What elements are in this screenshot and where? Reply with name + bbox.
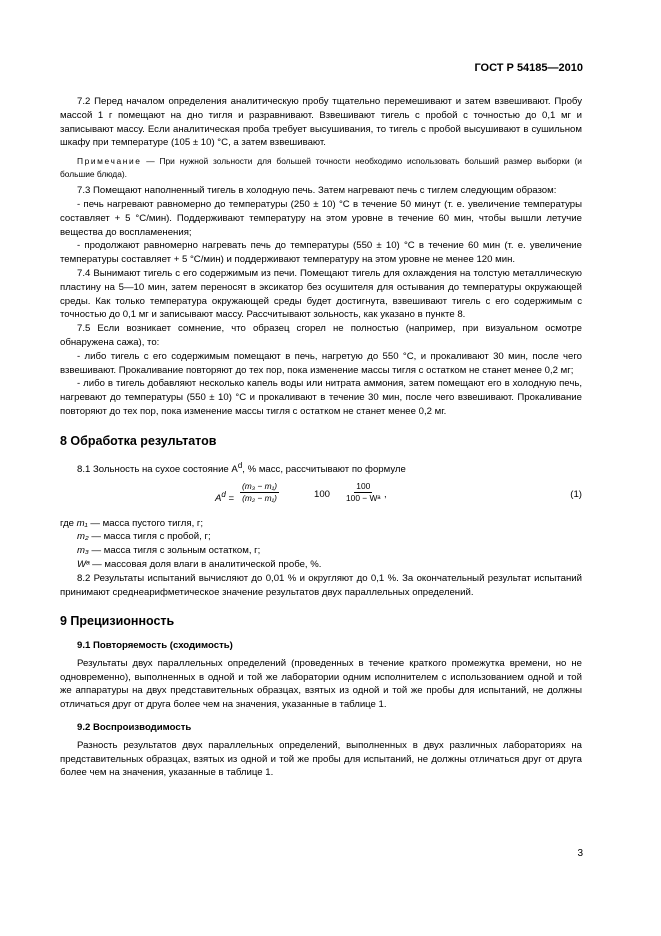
variable-m1 — [60, 517, 582, 531]
paragraph-7-2: 7.2 Перед началом определения аналитическую пробу тщательно перемешивают и затем взвешивают. Пробу массой 1 г помещают на дно тигля и разравнивают. Взвешивают тигель с пробой с точностью до 0,1 мг и записывают массу. Если аналитическая проба требует высушивания, то тигель с пробой высушивают в сушильном шкафу при температуре (105 ± 10) °С, а затем взвешивают. — [60, 96, 582, 149]
paragraph-7-5-item-a: - либо тигель с его содержимым помещают в печь, нагретую до 550 °С, и прокаливают 30 мин, после чего взвешивают. Прокаливание повторяют до тех пор, пока изменение массы тигля с остатком не станет менее 0,2 мг; — [60, 350, 582, 376]
note-label: Примечание — [77, 156, 142, 167]
formula-coefficient: 100 — [314, 488, 331, 500]
page-content — [60, 95, 582, 780]
paragraph-8-1-end: , % масс, рассчитывают по формуле — [242, 463, 406, 475]
variable-symbol: m₂ — [77, 531, 89, 543]
paragraph-7-4: 7.4 Вынимают тигель с его содержимым из печи. Помещают тигель для охлаждения на толстую металлическую пластину на 5—10 мин, затем переносят в эксикатор без осушителя для остывания до температуры окружающей среды. Как только температура окружающей среды будет достигнута, взвешивают тигель с его содержимым с точностью до 0,1 мг и записывают массу. Рассчитывают зольность, как указано в пункте 8. — [60, 267, 582, 321]
section-8-title: 8 Обработка результатов — [60, 433, 217, 448]
formula-fraction-masses — [240, 481, 279, 504]
formula-fraction-moisture — [344, 481, 383, 504]
variable-description: — масса тигля с пробой, г; — [88, 531, 211, 543]
variable-description: — массовая доля влаги в аналитической пробе, %. — [89, 558, 322, 570]
formula-comma: , — [384, 488, 387, 500]
paragraph-9-1: Результаты двух параллельных определений (проведенных в течение краткого промежутка времени, но не одновременно), выполненных в одной и той же лаборатории одним исполнителем с использованием одной и той же аппаратуры на двух представительных образцах, взятых из одной и той же пробы для испытаний, не должны отличаться друг от друга более чем на значения, указанные в таблице 1. — [60, 657, 582, 711]
page-number: 3 — [577, 848, 583, 859]
paragraph-8-2: 8.2 Результаты испытаний вычисляют до 0,01 % и округляют до 0,1 %. За окончательный результат испытаний принимают среднеарифметическое значение результатов двух параллельных определений. — [60, 572, 582, 598]
variables-prefix: где — [60, 517, 77, 529]
formula-fraction-2-numerator: 100 — [356, 480, 371, 491]
paragraph-8-1 — [60, 459, 582, 477]
note — [60, 155, 582, 180]
formula-lhs — [215, 488, 234, 506]
variable-symbol: m₁ — [76, 517, 88, 529]
formula-lhs-symbol: A — [215, 492, 222, 504]
paragraph-7-5-item-b: - либо в тигель добавляют несколько капель воды или нитрата аммония, затем помещают его в холодную печь, нагревают до температуры (550 ± 10) °С и прокаливают в течение 30 мин, после чего взвешивают. Прокаливание повторяют до тех пор, пока изменение массы тигля с остатком не станет менее 0,2 мг. — [60, 378, 582, 417]
formula-number: (1) — [570, 488, 582, 500]
variable-symbol: m₃ — [77, 545, 89, 557]
formula-lhs-sup: d — [221, 489, 226, 499]
paragraph-9-2: Разность результатов двух параллельных определений, выполненных в двух различных лабораториях на представительных образцах, взятых из одной и той же пробы для испытаний, не должны отличаться друг от друга более чем на значения, указанные в таблице 1. — [60, 739, 582, 779]
subsection-9-1-title: 9.1 Повторяемость (сходимость) — [77, 640, 233, 652]
variable-symbol: Wᵃ — [77, 558, 90, 570]
note-text: — При нужной зольности для большей точности необходимо использовать больший размер выборки (и большие блюда). — [60, 156, 582, 179]
variable-wa — [60, 558, 582, 572]
document-header: ГОСТ Р 54185—2010 — [474, 62, 583, 74]
formula-fraction-1-denominator: (m₂ − m₁) — [242, 492, 277, 503]
section-9-title: 9 Прецизионность — [60, 614, 175, 629]
variable-definitions — [60, 517, 582, 572]
formula-equals: = — [225, 492, 235, 504]
variable-m2 — [60, 530, 582, 544]
paragraph-8-1-start: 8.1 Зольность на сухое состояние A — [77, 463, 238, 475]
paragraph-7-3-item-a: - печь нагревают равномерно до температуры (250 ± 10) °С в течение 50 минут (т. е. увеличение температуры составляет + 5 °С/мин). Поддерживают температуру на этом уровне в течение 60 мин, чтобы вышли летучие вещества до воспламенения; — [60, 198, 582, 238]
superscript-d: d — [237, 460, 243, 470]
formula-1 — [60, 479, 582, 513]
variable-description: — масса тигля с зольным остатком, г; — [88, 545, 261, 557]
paragraph-7-3-item-b: - продолжают равномерно нагревать печь до температуры (550 ± 10) °С в течение 60 мин (т. е. увеличение температуры составляет + 5 °С/мин) и поддерживают температуру на этом уровне не менее 120 мин. — [60, 240, 582, 266]
variable-m3 — [60, 544, 582, 558]
formula-fraction-1-numerator: (m₃ − m₁) — [242, 480, 278, 491]
variable-description: — масса пустого тигля, г; — [87, 517, 204, 529]
formula-fraction-2-denominator: 100 − Wᵃ — [346, 492, 381, 503]
paragraph-7-5: 7.5 Если возникает сомнение, что образец сгорел не полностью (например, при визуальном осмотре обнаружена сажа), то: — [60, 323, 582, 348]
subsection-9-2-title: 9.2 Воспроизводимость — [77, 722, 192, 734]
paragraph-7-3: 7.3 Помещают наполненный тигель в холодную печь. Затем нагревают печь с тиглем следующим образом: — [77, 185, 557, 197]
